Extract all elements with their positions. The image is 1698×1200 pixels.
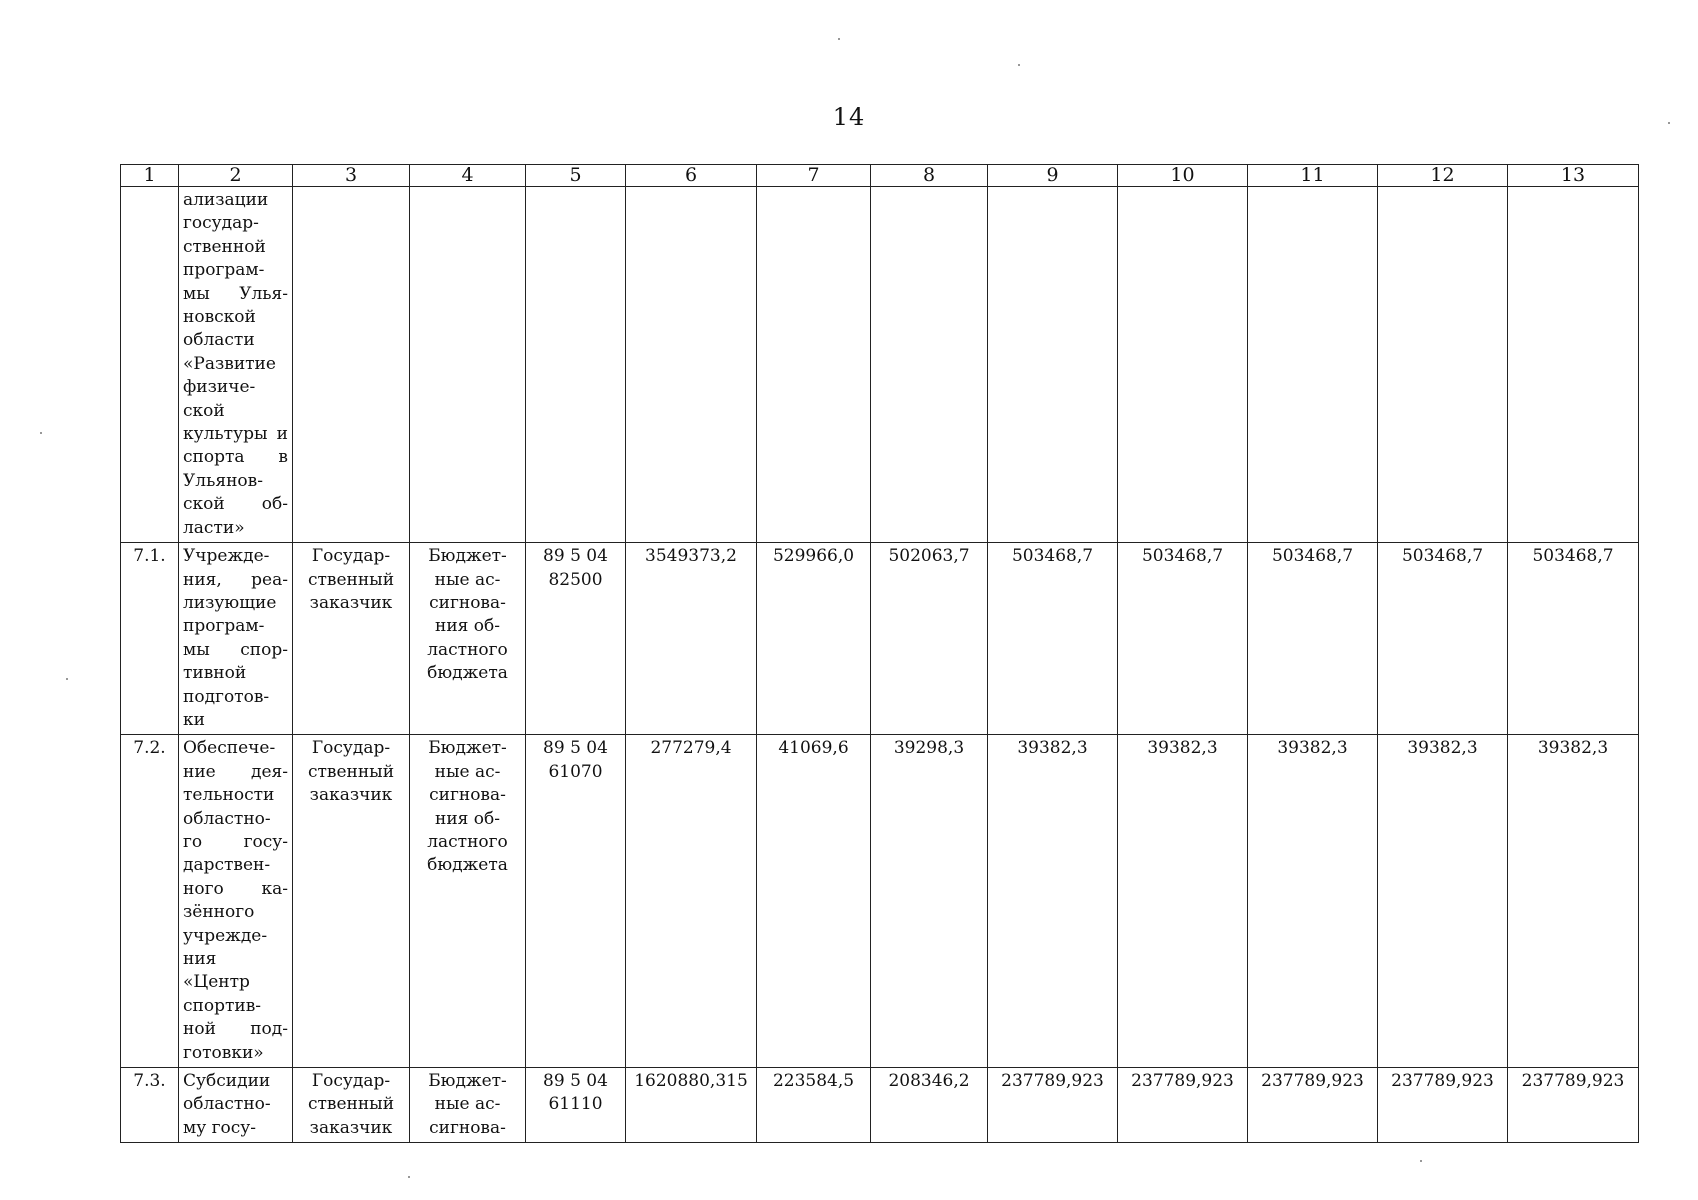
empty-cell [410,187,526,543]
scan-speck [1668,122,1670,124]
measure-name-cell: Обеспече-ние дея-тельности областно-го госу-дарствен-ного ка-зённого учрежде-ния «Центр спортив-ной под-готовки» [179,735,293,1068]
value-cell: 237789,923 [1118,1068,1248,1143]
column-header: 2 [179,165,293,187]
column-header: 10 [1118,165,1248,187]
measure-name-cell: ализации государ-ственной програм-мы Улья-новской области «Развитие физиче-ской культуры и спорта в Ульянов-ской об-ласти» [179,187,293,543]
scan-speck [1018,64,1020,66]
scan-speck [408,1176,410,1178]
value-cell: 3549373,2 [626,543,757,735]
value-cell: 503468,7 [1508,543,1639,735]
customer-cell: Государ-ственный заказчик [293,1068,410,1143]
value-cell: 39382,3 [1508,735,1639,1068]
value-cell: 39382,3 [1248,735,1378,1068]
column-header: 6 [626,165,757,187]
funding-source-cell: Бюджет-ные ас-сигнова- [410,1068,526,1143]
budget-code-cell: 89 5 04 61070 [526,735,626,1068]
table-row [121,1068,1639,1143]
row-number-cell: 7.2. [121,735,179,1068]
value-cell: 237789,923 [988,1068,1118,1143]
empty-cell [757,187,871,543]
budget-table [120,164,1639,1143]
empty-cell [871,187,988,543]
column-header: 1 [121,165,179,187]
column-header: 8 [871,165,988,187]
value-cell: 41069,6 [757,735,871,1068]
column-header: 4 [410,165,526,187]
header-row [121,165,1639,187]
column-header: 3 [293,165,410,187]
row-number-cell: 7.1. [121,543,179,735]
empty-cell [626,187,757,543]
value-cell: 39382,3 [1378,735,1508,1068]
value-cell: 503468,7 [1378,543,1508,735]
scan-speck [1420,1160,1422,1162]
budget-code-cell: 89 5 04 61110 [526,1068,626,1143]
table-row [121,735,1639,1068]
value-cell: 503468,7 [1118,543,1248,735]
column-header: 11 [1248,165,1378,187]
value-cell: 237789,923 [1248,1068,1378,1143]
empty-cell [1248,187,1378,543]
column-header: 7 [757,165,871,187]
empty-cell [1508,187,1639,543]
table-row [121,187,1639,543]
customer-cell: Государ-ственный заказчик [293,543,410,735]
table-row [121,543,1639,735]
measure-name-cell: Субсидии областно-му госу- [179,1068,293,1143]
empty-cell [293,187,410,543]
value-cell: 39382,3 [988,735,1118,1068]
value-cell: 237789,923 [1378,1068,1508,1143]
empty-cell [988,187,1118,543]
column-header: 9 [988,165,1118,187]
column-header: 13 [1508,165,1639,187]
value-cell: 223584,5 [757,1068,871,1143]
row-number-cell: 7.3. [121,1068,179,1143]
value-cell: 237789,923 [1508,1068,1639,1143]
value-cell: 502063,7 [871,543,988,735]
column-header: 5 [526,165,626,187]
budget-code-cell: 89 5 04 82500 [526,543,626,735]
value-cell: 503468,7 [988,543,1118,735]
scan-speck [40,432,42,434]
value-cell: 39382,3 [1118,735,1248,1068]
empty-cell [1118,187,1248,543]
value-cell: 1620880,315 [626,1068,757,1143]
funding-source-cell: Бюджет-ные ас-сигнова-ния об-ластного бюджета [410,735,526,1068]
column-header: 12 [1378,165,1508,187]
scan-speck [66,678,68,680]
scan-speck [838,38,840,40]
empty-cell [121,187,179,543]
empty-cell [526,187,626,543]
value-cell: 529966,0 [757,543,871,735]
value-cell: 39298,3 [871,735,988,1068]
funding-source-cell: Бюджет-ные ас-сигнова-ния об-ластного бюджета [410,543,526,735]
customer-cell: Государ-ственный заказчик [293,735,410,1068]
value-cell: 503468,7 [1248,543,1378,735]
empty-cell [1378,187,1508,543]
page-number: 14 [832,103,866,131]
measure-name-cell: Учрежде-ния, реа-лизующие програм-мы спор-тивной подготов-ки [179,543,293,735]
value-cell: 277279,4 [626,735,757,1068]
value-cell: 208346,2 [871,1068,988,1143]
